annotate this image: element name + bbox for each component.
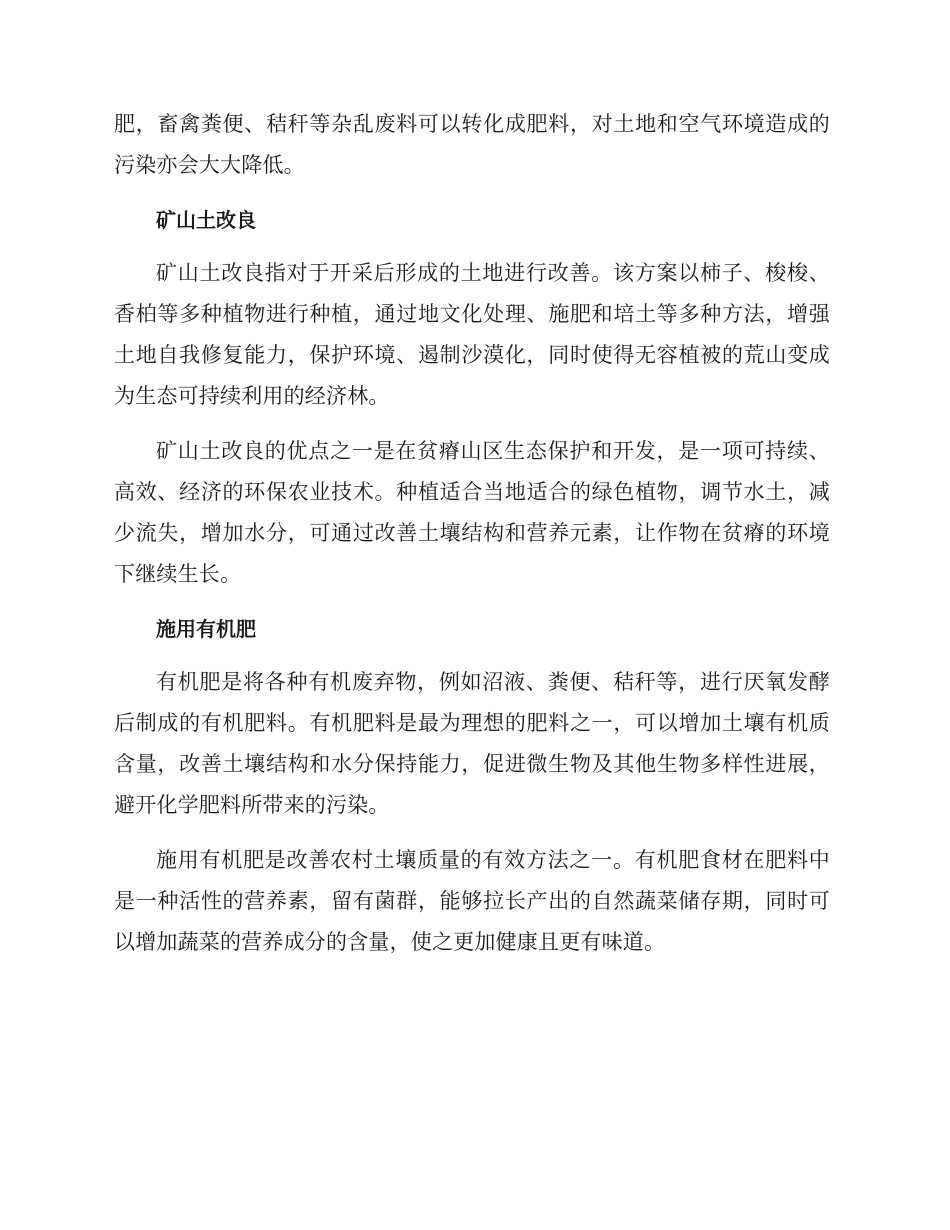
paragraph-organic-fertilizer-benefits: 施用有机肥是改善农村土壤质量的有效方法之一。有机肥食材在肥料中是一种活性的营养素，留有菌群，能够拉长产出的自然蔬菜储存期，同时可以增加蔬菜的营养成分的含量，使之更加健康且更有味道。	[114, 848, 830, 954]
paragraph-organic-fertilizer-definition: 有机肥是将各种有机废弃物，例如沼液、粪便、秸秆等，进行厌氧发酵后制成的有机肥料。有机肥料是最为理想的肥料之一，可以增加土壤有机质含量，改善土壤结构和水分保持能力，促进微生物及其他生物多样性进展，避开化学肥料所带来的污染。	[114, 670, 830, 817]
document-page	[114, 104, 830, 977]
paragraph-mine-soil-definition: 矿山土改良指对于开采后形成的土地进行改善。该方案以柿子、梭梭、香柏等多种植物进行种植，通过地文化处理、施肥和培土等多种方法，增强土地自我修复能力，保护环境、遏制沙漠化，同时使得无容植被的荒山变成为生态可持续利用的经济林。	[114, 261, 830, 408]
section-heading-organic-fertilizer: 施用有机肥	[156, 617, 256, 641]
paragraph-mine-soil-advantages: 矿山土改良的优点之一是在贫瘠山区生态保护和开发，是一项可持续、高效、经济的环保农业技术。种植适合当地适合的绿色植物，调节水土，减少流失，增加水分，可通过改善土壤结构和营养元素，让作物在贫瘠的环境下继续生长。	[114, 439, 830, 586]
paragraph-continuation: 肥，畜禽粪便、秸秆等杂乱废料可以转化成肥料，对土地和空气环境造成的污染亦会大大降低。	[114, 112, 830, 177]
section-heading-mine-soil: 矿山土改良	[156, 208, 256, 232]
